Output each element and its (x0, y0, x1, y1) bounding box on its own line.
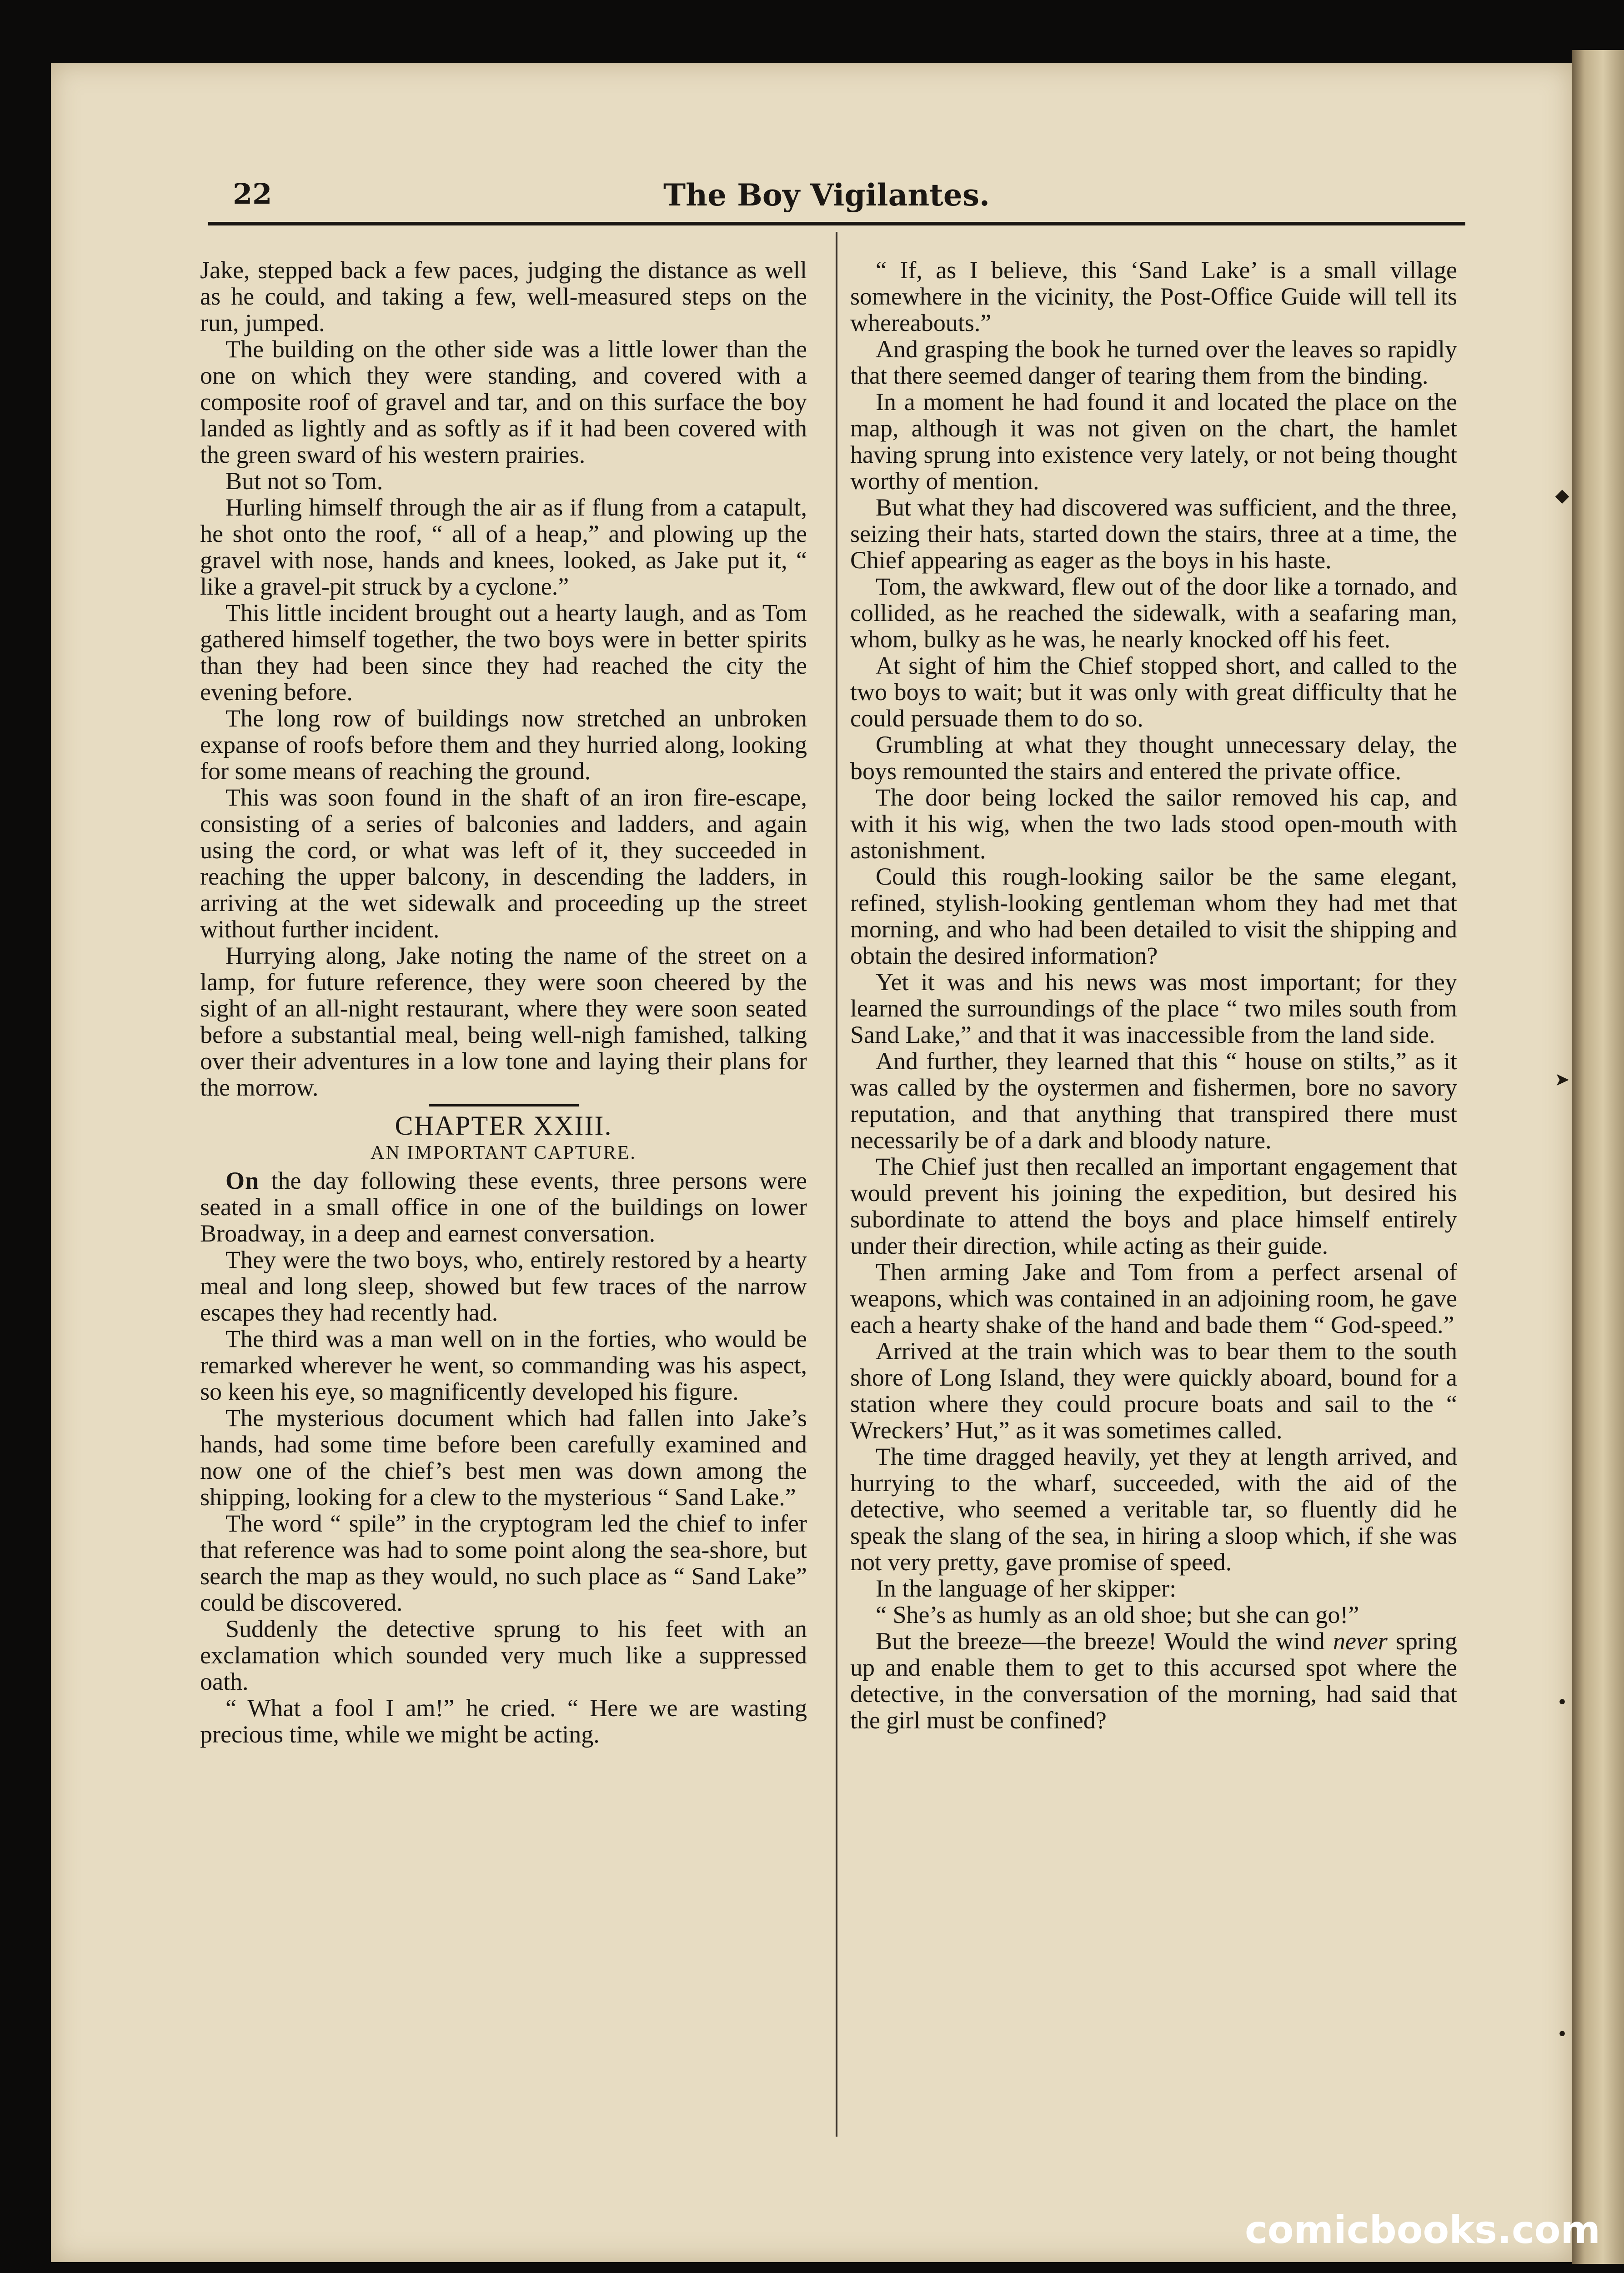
paragraph: In a moment he had found it and located the place on the map, although it was not given on the chart, the hamlet having sprung into existence very lately, or not being thought worthy of mention. (850, 388, 1457, 495)
paragraph: “ What a fool I am!” he cried. “ Here we are wasting precious time, while we might be acting. (200, 1694, 807, 1748)
final-text-italic: never (1333, 1627, 1388, 1655)
paragraph: Yet it was and his news was most important; for they learned the surroundings of the place “ two miles south from Sand Lake,” and that it was inaccessible from the land side. (850, 968, 1457, 1048)
paragraph: Arrived at the train which was to bear them to the south shore of Long Island, they were quickly aboard, bound for a station where they could procure boats and sail to the “ Wreckers’ Hut,” as it was sometimes called. (850, 1337, 1457, 1444)
paragraph: Jake, stepped back a few paces, judging the distance as well as he could, and taking a few, well-measured steps on the run, jumped. (200, 257, 807, 336)
paragraph: This was soon found in the shaft of an iron fire-escape, consisting of a series of balconies and ladders, and again using the cord, or what was left of it, they succeeded in reaching the upper balcony, in descending the ladders, in arriving at the wet sidewalk and proceeding up the street without further incident. (200, 784, 807, 943)
paragraph: But not so Tom. (226, 467, 383, 495)
running-head (178, 164, 1475, 223)
final-paragraph (850, 1628, 1457, 1733)
page-number: 22 (233, 177, 272, 210)
paragraph: The third was a man well on in the forties, who would be remarked wherever he went, so commanding was his aspect, so keen his eye, so magnificently developed his figure. (200, 1325, 807, 1405)
chapter-heading (200, 1104, 807, 1166)
watermark-logo: comicbooks.com (1245, 2208, 1600, 2252)
paragraph: Suddenly the detective sprung to his feet with an exclamation which sounded very much like a suppressed oath. (200, 1615, 807, 1695)
header-rule (208, 222, 1465, 225)
paragraph: But what they had discovered was sufficient, and the three, seizing their hats, started down the stairs, three at a time, the Chief appearing as eager as the boys in his haste. (850, 494, 1457, 574)
binding-nail-icon: • (1557, 2024, 1568, 2045)
paragraph: This little incident brought out a hearty laugh, and as Tom gathered himself together, the two boys were in better spirits than they had been since they had reached the city the evening before. (200, 599, 807, 706)
paragraph: “ If, as I believe, this ‘Sand Lake’ is a small village somewhere in the vicinity, the Post-Office Guide will tell its whereabouts.” (850, 257, 1457, 336)
paragraph: And further, they learned that this “ house on stilts,” as it was called by the oystermen and fishermen, bore no savory reputation, and that anything that transpired there must necessarily be of a dark and bloody nature. (850, 1047, 1457, 1154)
paragraph: Tom, the awkward, flew out of the door like a tornado, and collided, as he reached the sidewalk, with a seafaring man, whom, bulky as he was, he nearly knocked off his feet. (850, 573, 1457, 653)
paragraph: The word “ spile” in the cryptogram led the chief to infer that reference was had to some point along the sea-shore, but search the map as they would, no such place as “ Sand Lake” could be discovered. (200, 1510, 807, 1616)
paragraph: The door being locked the sailor removed his cap, and with it his wig, when the two lads stood open-mouth with astonishment. (850, 784, 1457, 864)
paragraph: The Chief just then recalled an important engagement that would prevent his joining the expedition, but desired his subordinate to attend the boys and place himself entirely under their direction, while acting as their guide. (850, 1153, 1457, 1259)
chapter-subtitle: AN IMPORTANT CAPTURE. (371, 1142, 637, 1163)
paragraph: They were the two boys, who, entirely restored by a hearty meal and long sleep, showed but few traces of the narrow escapes they had recently had. (200, 1246, 807, 1326)
paragraph: Could this rough-looking sailor be the same elegant, refined, stylish-looking gentleman whom they had met that morning, and who had been detailed to visit the shipping and obtain the desired information? (850, 863, 1457, 969)
chapter-title: CHAPTER XXIII. (395, 1111, 612, 1141)
paragraph: The mysterious document which had fallen into Jake’s hands, had some time before been carefully examined and now one of the chief’s best men was down among the shipping, looking for a clew to the mysterious “ Sand Lake.” (200, 1404, 807, 1511)
opening-word: On (226, 1167, 260, 1194)
right-column (850, 257, 1457, 2150)
paragraph: The time dragged heavily, yet they at length arrived, and hurrying to the wharf, succeeded, with the aid of the detective, who seemed a veritable tar, so fluently did he speak the slang of the sea, in hiring a sloop which, if she was not very pretty, gave promise of speed. (850, 1443, 1457, 1576)
paragraph: The building on the other side was a little lower than the one on which they were standing, and covered with a composite roof of gravel and tar, and on this surface the boy landed as lightly and as softly as if it had been covered with the green sward of his western prairies. (200, 335, 807, 468)
paragraph: Grumbling at what they thought unnecessary delay, the boys remounted the stairs and entered the private office. (850, 731, 1457, 785)
paragraph: In the language of her skipper: (876, 1575, 1177, 1602)
adjacent-page-edge (1572, 50, 1624, 2264)
binding-diamond-icon: ◆ (1555, 485, 1569, 506)
paragraph: Hurrying along, Jake noting the name of the street on a lamp, for future reference, they were soon cheered by the sight of an all-night restaurant, where they were soon seated before a substantial meal, being well-nigh famished, talking over their adventures in a low tone and laying their plans for the morrow. (200, 942, 807, 1101)
left-column (200, 257, 807, 2150)
paragraph: The long row of buildings now stretched an unbroken expanse of roofs before them and they hurried along, looking for some means of reaching the ground. (200, 705, 807, 785)
running-title: The Boy Vigilantes. (663, 177, 990, 213)
binding-arrow-icon: ➤ (1554, 1069, 1570, 1090)
opening-text: the day following these events, three persons were seated in a small office in one of the buildings on lower Broadway, in a deep and earnest conversation. (200, 1167, 807, 1247)
chapter-opening-paragraph (200, 1167, 807, 1247)
paragraph: “ She’s as humly as an old shoe; but she can go!” (876, 1601, 1359, 1628)
paragraph: And grasping the book he turned over the leaves so rapidly that there seemed danger of tearing them from the binding. (850, 335, 1457, 389)
paragraph: At sight of him the Chief stopped short, and called to the two boys to wait; but it was only with great difficulty that he could persuade them to do so. (850, 652, 1457, 732)
column-divider (836, 232, 837, 2137)
final-text-start: But the breeze—the breeze! Would the wind (876, 1627, 1333, 1655)
chapter-rule (429, 1104, 579, 1106)
final-text-end: spring up and enable them to get to this accursed spot where the detective, in the conversation of the morning, had said that the girl must be confined? (850, 1627, 1457, 1734)
paragraph: Hurling himself through the air as if flung from a catapult, he shot onto the roof, “ all of a heap,” and plowing up the gravel with nose, hands and knees, looked, as Jake put it, “ like a gravel-pit struck by a cyclone.” (200, 494, 807, 600)
paragraph: Then arming Jake and Tom from a perfect arsenal of weapons, which was contained in an adjoining room, he gave each a hearty shake of the hand and bade them “ God-speed.” (850, 1258, 1457, 1338)
binding-nail-icon: • (1557, 1692, 1568, 1713)
